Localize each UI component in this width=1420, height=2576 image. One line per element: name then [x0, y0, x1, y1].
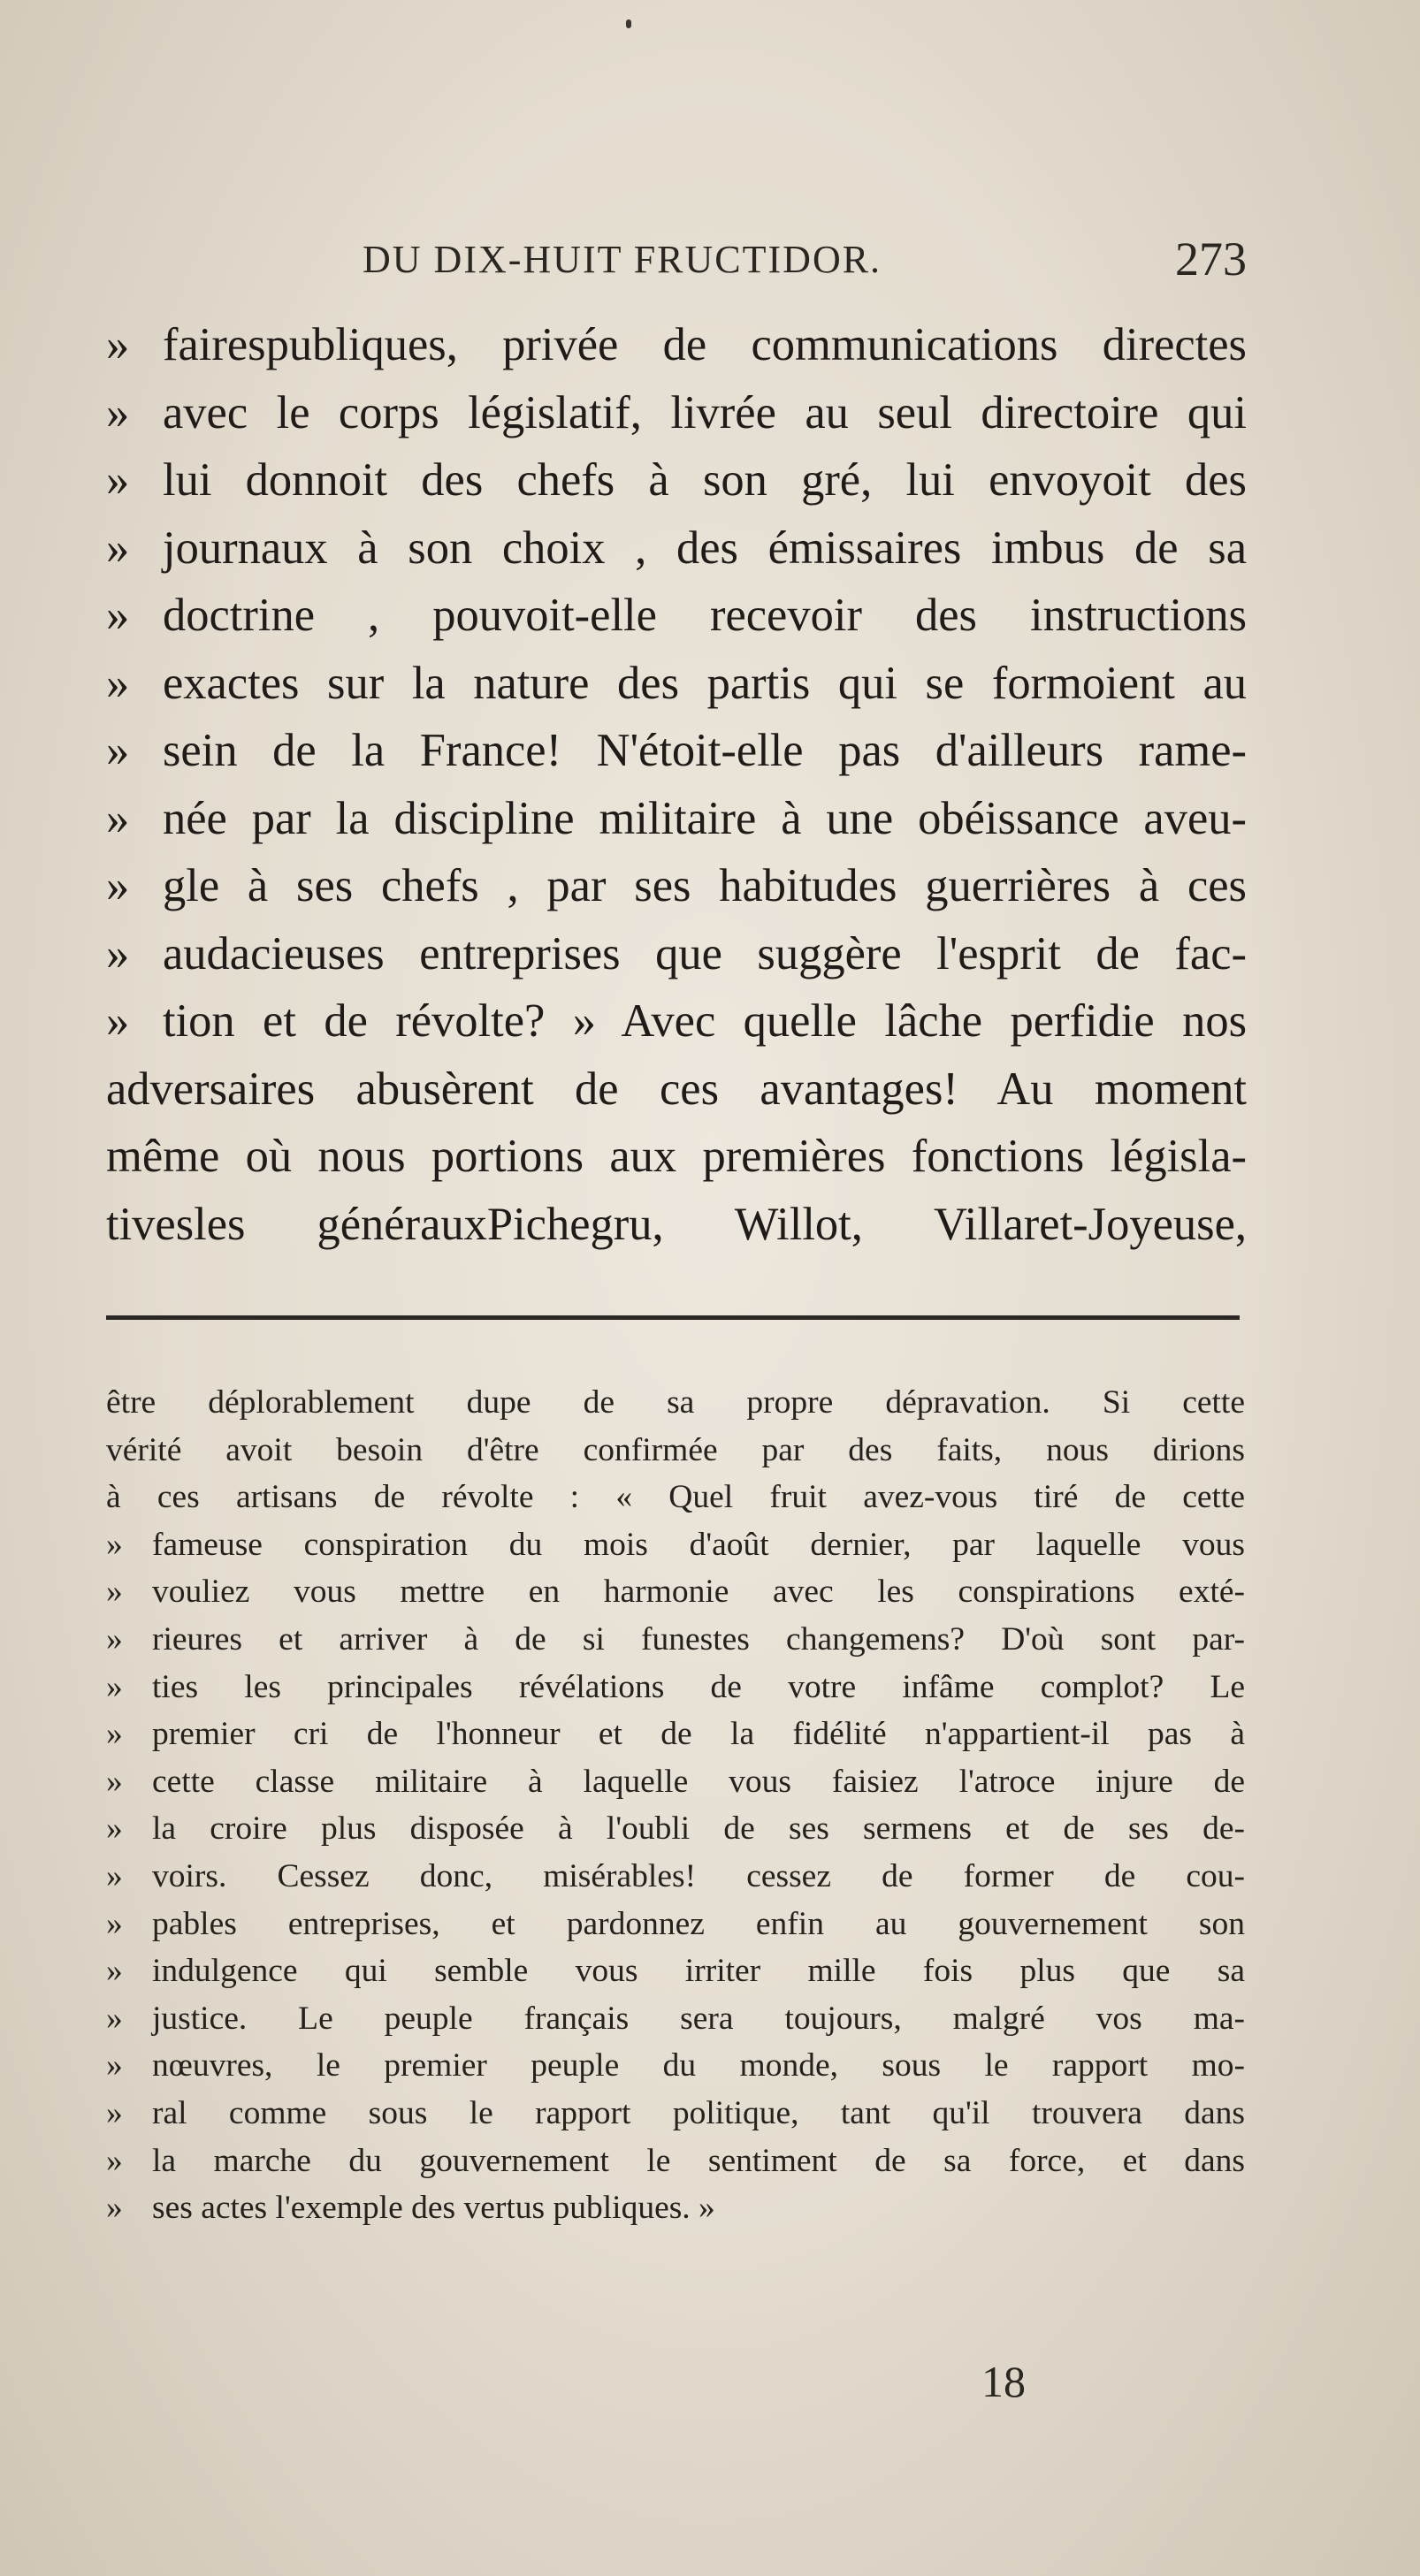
footnote-line	[106, 1379, 1245, 1427]
body-line	[106, 514, 1247, 583]
body-line	[106, 379, 1247, 447]
quote-mark: »	[106, 2047, 123, 2084]
quote-mark: »	[106, 319, 130, 370]
body-line	[106, 446, 1247, 514]
quote-mark: »	[106, 2094, 123, 2131]
footnote-line-text: justice. Le peuple français sera toujours, malgré vos ma-	[152, 2000, 1245, 2037]
body-line	[106, 852, 1247, 920]
footnote-line	[106, 1427, 1245, 1475]
footnote-line-text: pables entreprises, et pardonnez enfin au gouvernement son	[152, 1905, 1245, 1942]
footnote-line-text: la marche du gouvernement le sentiment de sa force, et dans	[152, 2142, 1245, 2179]
body-line-text: fairespubliques, privée de communications directes	[163, 319, 1247, 370]
quote-mark: »	[106, 995, 130, 1047]
quote-mark: »	[106, 454, 130, 506]
body-line	[106, 650, 1247, 718]
footnote-line-text: être déplorablement dupe de sa propre dépravation. Si cette	[106, 1384, 1245, 1421]
body-line	[106, 311, 1247, 379]
footnote-line-text: indulgence qui semble vous irriter mille fois plus que sa	[152, 1953, 1245, 1990]
quote-mark: »	[106, 2190, 123, 2227]
body-line-text: même où nous portions aux premières fonctions législa-	[106, 1131, 1247, 1182]
body-line-text: exactes sur la nature des partis qui se formoient au	[163, 657, 1247, 709]
footnote-line	[106, 1758, 1245, 1806]
quote-mark: »	[106, 725, 130, 776]
ink-speck	[626, 19, 631, 28]
quote-mark: »	[106, 1526, 123, 1563]
body-line	[106, 582, 1247, 650]
footnote-line	[106, 1616, 1245, 1664]
body-line-text: lui donnoit des chefs à son gré, lui envoyoit des	[163, 454, 1247, 506]
quote-mark: »	[106, 590, 130, 641]
quote-mark: »	[106, 792, 130, 844]
body-text	[106, 311, 1247, 1258]
footnote-line-text: premier cri de l'honneur et de la fidélité n'appartient-il pas à	[152, 1716, 1245, 1753]
running-head-title: DU DIX-HUIT FRUCTIDOR.	[363, 238, 882, 281]
running-head	[363, 232, 1247, 290]
body-line-text: journaux à son choix , des émissaires imbus de sa	[163, 522, 1247, 574]
body-line	[106, 1123, 1247, 1191]
quote-mark: »	[106, 657, 130, 709]
body-line-text: doctrine , pouvoit-elle recevoir des instructions	[163, 590, 1247, 641]
body-line	[106, 717, 1247, 785]
quote-mark: »	[106, 2142, 123, 2179]
footnote-line-text: voirs. Cessez donc, misérables! cessez de former de cou-	[152, 1857, 1245, 1894]
footnote-line	[106, 1474, 1245, 1521]
body-line-text: gle à ses chefs , par ses habitudes guerrières à ces	[163, 860, 1247, 911]
body-line	[106, 1056, 1247, 1124]
body-line-text: audacieuses entreprises que suggère l'esprit de fac-	[163, 927, 1247, 979]
footnote-line-text: la croire plus disposée à l'oubli de ses sermens et de ses de-	[152, 1810, 1245, 1848]
page-number: 273	[1175, 232, 1247, 286]
body-line-text: née par la discipline militaire à une obéissance aveu-	[163, 792, 1247, 844]
body-line-text: tivesles générauxPichegru, Willot, Villaret-Joyeuse,	[106, 1198, 1247, 1250]
footnote-line-text: vérité avoit besoin d'être confirmée par des faits, nous dirions	[106, 1431, 1245, 1468]
signature-mark: 18	[981, 2357, 1026, 2406]
quote-mark: »	[106, 1716, 123, 1753]
quote-mark: »	[106, 1574, 123, 1611]
quote-mark: »	[106, 1857, 123, 1894]
body-line	[106, 920, 1247, 988]
footnote-line	[106, 2184, 1245, 2232]
footnote-line	[106, 2090, 1245, 2138]
body-line-text: tion et de révolte? » Avec quelle lâche perfidie nos	[163, 995, 1247, 1047]
body-line	[106, 987, 1247, 1056]
footnote-line	[106, 1805, 1245, 1853]
body-line-text: avec le corps législatif, livrée au seul directoire qui	[163, 386, 1247, 438]
quote-mark: »	[106, 1905, 123, 1942]
quote-mark: »	[106, 2000, 123, 2037]
footnote-line	[106, 1853, 1245, 1901]
footnote-line-text: ral comme sous le rapport politique, tant qu'il trouvera dans	[152, 2094, 1245, 2131]
body-line-text: adversaires abusèrent de ces avantages! Au moment	[106, 1063, 1247, 1115]
footnote-line-text: à ces artisans de révolte : « Quel fruit avez-vous tiré de cette	[106, 1479, 1245, 1516]
quote-mark: »	[106, 1763, 123, 1800]
footnote-separator-rule	[106, 1315, 1240, 1320]
footnote-line-text: ties les principales révélations de votre infâme complot? Le	[152, 1668, 1245, 1705]
footnote-line	[106, 1568, 1245, 1616]
quote-mark: »	[106, 386, 130, 438]
body-line-text: sein de la France! N'étoit-elle pas d'ailleurs rame-	[163, 725, 1247, 776]
footnote-line	[106, 1521, 1245, 1569]
quote-mark: »	[106, 860, 130, 911]
footnote-line	[106, 1947, 1245, 1995]
quote-mark: »	[106, 522, 130, 574]
footnote-line-text: ses actes l'exemple des vertus publiques. »	[152, 2190, 715, 2227]
footnote-line	[106, 1711, 1245, 1758]
quote-mark: »	[106, 1810, 123, 1848]
footnote-line-text: cette classe militaire à laquelle vous faisiez l'atroce injure de	[152, 1763, 1245, 1800]
body-line	[106, 785, 1247, 853]
footnote-line	[106, 1664, 1245, 1711]
quote-mark: »	[106, 1953, 123, 1990]
footnote-line	[106, 1995, 1245, 2043]
footnote-line	[106, 2138, 1245, 2185]
footnote-line-text: rieures et arriver à de si funestes changemens? D'où sont par-	[152, 1620, 1245, 1658]
footnote-text	[106, 1379, 1245, 2232]
body-line	[106, 1191, 1247, 1259]
footnote-line-text: nœuvres, le premier peuple du monde, sous le rapport mo-	[152, 2047, 1245, 2084]
footnote-line	[106, 2042, 1245, 2090]
quote-mark: »	[106, 1668, 123, 1705]
footnote-line-text: vouliez vous mettre en harmonie avec les conspirations exté-	[152, 1574, 1245, 1611]
quote-mark: »	[106, 927, 130, 979]
quote-mark: »	[106, 1620, 123, 1658]
footnote-line	[106, 1901, 1245, 1948]
footnote-line-text: fameuse conspiration du mois d'août dernier, par laquelle vous	[152, 1526, 1245, 1563]
